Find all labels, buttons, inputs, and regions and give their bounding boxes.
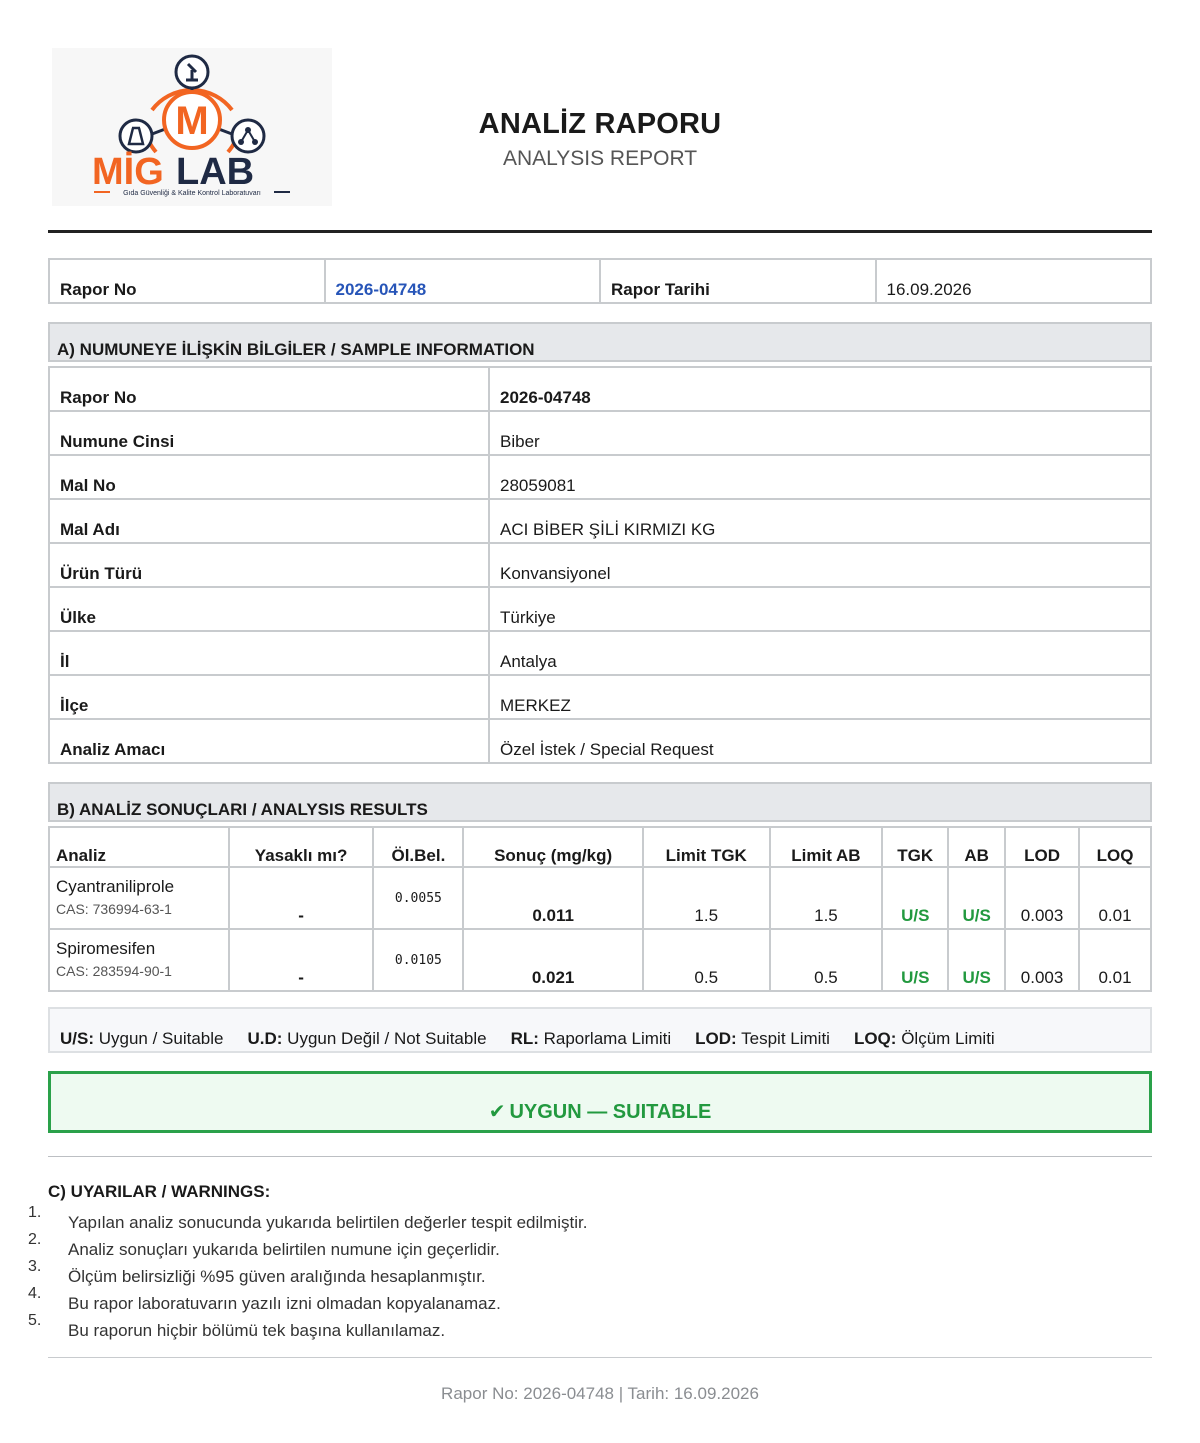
legend-item [247, 1029, 486, 1049]
sample-info-table [48, 366, 1152, 764]
report-date-label: Rapor Tarihi [601, 260, 877, 302]
warning-number: 2. [28, 1231, 42, 1248]
warning-text: Bu rapor laboratuvarın yazılı izni olmadan kopyalanamaz. [68, 1294, 501, 1313]
warnings-list [28, 1204, 1128, 1339]
legend-text: Raporlama Limiti [543, 1029, 672, 1048]
analyte-cell [49, 929, 229, 991]
report-no-label: Rapor No [50, 260, 326, 302]
sample-field-label: İlçe [49, 675, 489, 719]
sample-info-row [49, 719, 1151, 763]
legend-key: U.D: [247, 1029, 283, 1048]
warning-item [28, 1258, 1128, 1285]
results-section-heading [48, 782, 1152, 822]
sample-field-value: 2026-04748 [489, 367, 1151, 411]
title-block [48, 108, 1152, 171]
sample-field-value: MERKEZ [489, 675, 1151, 719]
abbreviation-legend [48, 1007, 1152, 1053]
sample-field-value: Türkiye [489, 587, 1151, 631]
warning-item [28, 1231, 1128, 1258]
result-cell: 0.011 [463, 867, 643, 929]
results-column-header: Analiz [49, 827, 229, 867]
results-column-header: LOQ [1079, 827, 1151, 867]
sample-field-label: Numune Cinsi [49, 411, 489, 455]
legend-item [511, 1029, 672, 1049]
tgk-status-cell: U/S [882, 867, 948, 929]
warnings-heading: C) UYARILAR / WARNINGS: [48, 1182, 271, 1201]
legend-item [854, 1029, 995, 1049]
svg-text:MİG: MİG [92, 151, 164, 193]
sample-field-label: İl [49, 631, 489, 675]
limit-tgk-cell: 0.5 [643, 929, 770, 991]
svg-text:M: M [175, 99, 209, 143]
analyte-cas: CAS: 283594-90-1 [56, 963, 172, 979]
analyte-name: Spiromesifen [56, 939, 156, 958]
svg-text:LAB: LAB [176, 151, 255, 193]
report-title: ANALİZ RAPORU [478, 108, 722, 140]
check-icon: ✔ [488, 1101, 506, 1123]
result-row [49, 867, 1151, 929]
legend-text: Uygun / Suitable [98, 1029, 224, 1048]
results-column-header: Limit AB [770, 827, 883, 867]
sample-field-value: Özel İstek / Special Request [489, 719, 1151, 763]
sample-info-row [49, 675, 1151, 719]
analyte-cell [49, 867, 229, 929]
sample-field-value: Konvansiyonel [489, 543, 1151, 587]
ab-status-cell: U/S [948, 867, 1005, 929]
sample-field-label: Mal Adı [49, 499, 489, 543]
results-column-header: Yasaklı mı? [229, 827, 374, 867]
warning-number: 4. [28, 1285, 42, 1302]
sample-info-row [49, 455, 1151, 499]
sample-field-label: Rapor No [49, 367, 489, 411]
legend-key: RL: [510, 1029, 539, 1048]
legend-text: Uygun Değil / Not Suitable [287, 1029, 487, 1048]
results-column-header: Sonuç (mg/kg) [463, 827, 643, 867]
sample-field-value: Antalya [489, 631, 1151, 675]
uncertainty-cell: 0.0055 [373, 867, 463, 929]
warning-number: 5. [28, 1312, 42, 1329]
sample-info-row [49, 411, 1151, 455]
legend-item [695, 1029, 830, 1049]
banned-cell: - [229, 929, 374, 991]
report-date-value: 16.09.2026 [886, 280, 972, 299]
warning-number: 3. [28, 1258, 42, 1275]
report-header [48, 46, 1152, 208]
sample-field-value: Biber [489, 411, 1151, 455]
results-column-header: AB [948, 827, 1005, 867]
warning-item [28, 1312, 1128, 1339]
results-table [48, 826, 1152, 992]
warning-item [28, 1285, 1128, 1312]
sample-info-row [49, 367, 1151, 411]
sample-field-value: 28059081 [489, 455, 1151, 499]
sample-info-row [49, 631, 1151, 675]
banned-cell: - [229, 867, 374, 929]
legend-item [60, 1029, 223, 1049]
legend-text: Ölçüm Limiti [901, 1029, 995, 1048]
tgk-status-cell: U/S [882, 929, 948, 991]
results-column-header: TGK [882, 827, 948, 867]
results-column-header: LOD [1005, 827, 1079, 867]
warning-item [28, 1204, 1128, 1231]
legend-key: LOQ: [853, 1029, 897, 1048]
warning-text: Bu raporun hiçbir bölümü tek başına kullanılamaz. [68, 1321, 446, 1340]
ab-status-cell: U/S [948, 929, 1005, 991]
sample-field-label: Analiz Amacı [49, 719, 489, 763]
limit-tgk-cell: 1.5 [643, 867, 770, 929]
legend-key: U/S: [60, 1029, 94, 1048]
loq-cell: 0.01 [1079, 929, 1151, 991]
sample-field-label: Ürün Türü [49, 543, 489, 587]
section-divider [48, 1156, 1152, 1157]
legend-key: LOD: [695, 1029, 737, 1048]
limit-ab-cell: 1.5 [770, 867, 883, 929]
results-section-title: B) ANALİZ SONUÇLARI / ANALYSIS RESULTS [57, 800, 428, 819]
page-footer: Rapor No: 2026-04748 | Tarih: 16.09.2026 [441, 1384, 759, 1403]
result-row [49, 929, 1151, 991]
sample-field-label: Mal No [49, 455, 489, 499]
report-subtitle: ANALYSIS REPORT [502, 147, 698, 170]
warning-text: Ölçüm belirsizliği %95 güven aralığında hesaplanmıştır. [68, 1267, 486, 1286]
result-cell: 0.021 [463, 929, 643, 991]
lod-cell: 0.003 [1005, 867, 1079, 929]
header-divider [48, 230, 1152, 233]
results-column-header: Öl.Bel. [373, 827, 463, 867]
verdict-text: UYGUN — SUITABLE [509, 1101, 712, 1123]
sample-section-heading [48, 322, 1152, 362]
warning-number: 1. [28, 1204, 42, 1221]
sample-section-title: A) NUMUNEYE İLİŞKİN BİLGİLER / SAMPLE INFORMATION [57, 340, 535, 359]
lod-cell: 0.003 [1005, 929, 1079, 991]
footer-divider [48, 1357, 1152, 1358]
warning-text: Yapılan analiz sonucunda yukarıda belirtilen değerler tespit edilmiştir. [68, 1213, 588, 1232]
report-no-link[interactable]: 2026-04748 [326, 260, 602, 302]
legend-text: Tespit Limiti [741, 1029, 830, 1048]
sample-info-row [49, 587, 1151, 631]
verdict-banner [48, 1071, 1152, 1133]
sample-info-row [49, 499, 1151, 543]
report-meta-bar [48, 258, 1152, 304]
sample-field-value: ACI BİBER ŞİLİ KIRMIZI KG [489, 499, 1151, 543]
analyte-cas: CAS: 736994-63-1 [56, 901, 172, 917]
limit-ab-cell: 0.5 [770, 929, 883, 991]
loq-cell: 0.01 [1079, 867, 1151, 929]
results-column-header: Limit TGK [643, 827, 770, 867]
sample-info-row [49, 543, 1151, 587]
warning-text: Analiz sonuçları yukarıda belirtilen numune için geçerlidir. [68, 1240, 500, 1259]
svg-text:Gıda Güvenliği & Kalite Kontro: Gıda Güvenliği & Kalite Kontrol Laboratuvarı [123, 190, 261, 197]
analyte-name: Cyantraniliprole [56, 877, 175, 896]
sample-field-label: Ülke [49, 587, 489, 631]
uncertainty-cell: 0.0105 [373, 929, 463, 991]
